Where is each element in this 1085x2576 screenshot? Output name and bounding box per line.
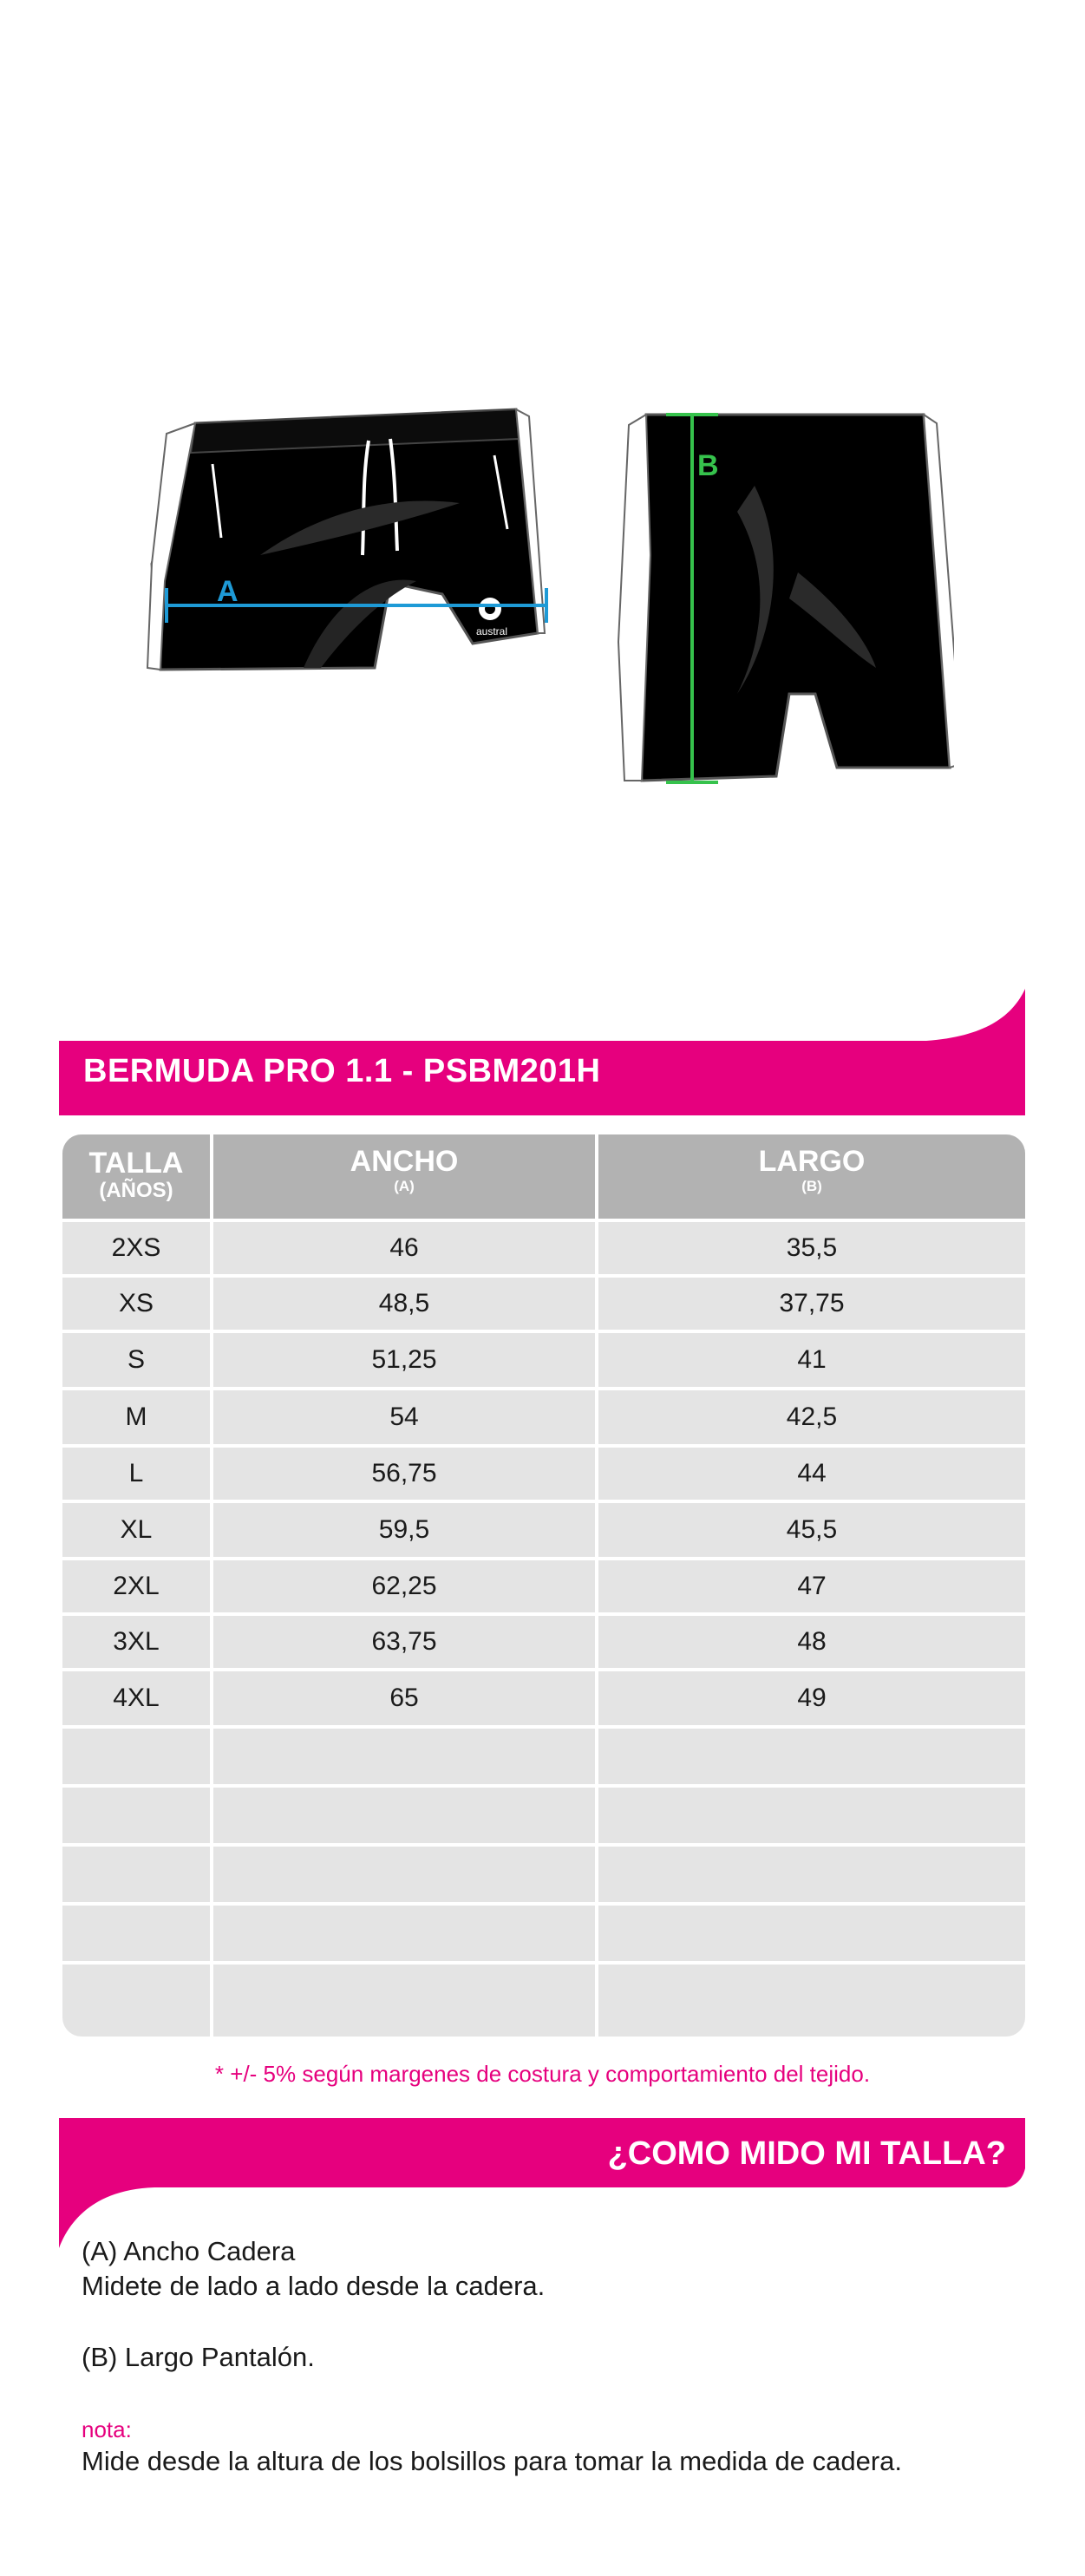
cell-ancho: 46	[389, 1233, 419, 1262]
front-shorts	[147, 409, 546, 670]
cell-ancho: 51,25	[371, 1345, 437, 1374]
nota-text: Mide desde la altura de los bolsillos para tomar la medida de cadera.	[82, 2446, 903, 2476]
header-ancho-label: ANCHO	[350, 1145, 459, 1178]
cell-ancho: 63,75	[371, 1627, 437, 1656]
product-title-banner	[59, 989, 1025, 1115]
instruction-b-title: (B) Largo Pantalón.	[82, 2342, 315, 2372]
nota-label: nota:	[82, 2416, 132, 2442]
cell-largo: 45,5	[786, 1515, 838, 1544]
cell-ancho	[213, 1906, 595, 1961]
shorts-illustration	[130, 382, 954, 833]
label-b: B	[697, 449, 719, 482]
cell-talla	[62, 1847, 210, 1902]
cell-ancho: 54	[389, 1402, 419, 1431]
table-header	[62, 1134, 1025, 1219]
cell-largo: 35,5	[786, 1233, 838, 1262]
table-row	[62, 1387, 1025, 1444]
cell-ancho: 65	[389, 1684, 419, 1712]
cell-largo	[598, 1788, 1025, 1843]
header-talla	[62, 1134, 210, 1219]
how-to-measure-banner	[59, 2118, 1025, 2248]
table-row	[62, 1902, 1025, 1961]
cell-talla	[62, 1965, 210, 2037]
cell-talla	[62, 1906, 210, 1961]
brand-logo-text: austral	[476, 625, 508, 637]
cell-talla: M	[125, 1402, 147, 1431]
cell-largo	[598, 1847, 1025, 1902]
header-ancho-sub: (A)	[394, 1178, 415, 1194]
cell-ancho	[213, 1965, 595, 2037]
header-talla-label: TALLA	[88, 1147, 184, 1180]
cell-largo: 41	[797, 1345, 827, 1374]
cell-ancho: 62,25	[371, 1572, 437, 1600]
product-title: BERMUDA PRO 1.1 - PSBM201H	[83, 1053, 601, 1089]
cell-talla: 3XL	[113, 1627, 160, 1656]
table-row	[62, 1444, 1025, 1500]
table-row	[62, 1784, 1025, 1843]
cell-talla	[62, 1788, 210, 1843]
cell-talla: S	[127, 1345, 145, 1374]
header-talla-sub: (AÑOS)	[99, 1179, 173, 1202]
column-divider	[210, 1134, 213, 2037]
cell-largo: 48	[797, 1627, 827, 1656]
cell-largo	[598, 1729, 1025, 1784]
size-table	[62, 1134, 1025, 2037]
back-shorts	[618, 415, 954, 782]
cell-largo	[598, 1906, 1025, 1961]
how-to-measure-title: ¿COMO MIDO MI TALLA?	[607, 2135, 1006, 2172]
cell-talla: 2XS	[111, 1233, 161, 1262]
table-row	[62, 1219, 1025, 1274]
label-a: A	[217, 575, 239, 608]
table-row	[62, 1961, 1025, 2037]
instruction-a-title: (A) Ancho Cadera	[82, 2236, 296, 2266]
cell-ancho	[213, 1847, 595, 1902]
table-row	[62, 1330, 1025, 1387]
cell-ancho	[213, 1788, 595, 1843]
table-row	[62, 1725, 1025, 1784]
header-largo-label: LARGO	[758, 1145, 866, 1178]
table-row	[62, 1843, 1025, 1902]
header-largo-sub: (B)	[801, 1178, 822, 1194]
cell-largo: 44	[797, 1459, 827, 1487]
cell-ancho: 48,5	[378, 1289, 430, 1317]
column-divider	[595, 1134, 598, 2037]
cell-talla	[62, 1729, 210, 1784]
cell-ancho: 59,5	[378, 1515, 430, 1544]
cell-talla: 2XL	[113, 1572, 160, 1600]
header-ancho	[213, 1134, 595, 1219]
cell-ancho: 56,75	[371, 1459, 437, 1487]
cell-largo	[598, 1965, 1025, 2037]
cell-largo: 42,5	[786, 1402, 838, 1431]
cell-talla: XL	[120, 1515, 153, 1544]
cell-ancho	[213, 1729, 595, 1784]
header-largo	[598, 1134, 1025, 1219]
cell-talla: L	[128, 1459, 144, 1487]
cell-largo: 49	[797, 1684, 827, 1712]
table-row	[62, 1557, 1025, 1612]
cell-talla: 4XL	[113, 1684, 160, 1712]
cell-largo: 47	[797, 1572, 827, 1600]
table-row	[62, 1668, 1025, 1725]
table-row	[62, 1612, 1025, 1668]
instruction-a-desc: Midete de lado a lado desde la cadera.	[82, 2271, 546, 2301]
table-row	[62, 1500, 1025, 1557]
cell-talla: XS	[118, 1289, 154, 1317]
table-row	[62, 1274, 1025, 1330]
tolerance-note: * +/- 5% según margenes de costura y comportamiento del tejido.	[214, 2061, 871, 2087]
cell-largo: 37,75	[779, 1289, 845, 1317]
